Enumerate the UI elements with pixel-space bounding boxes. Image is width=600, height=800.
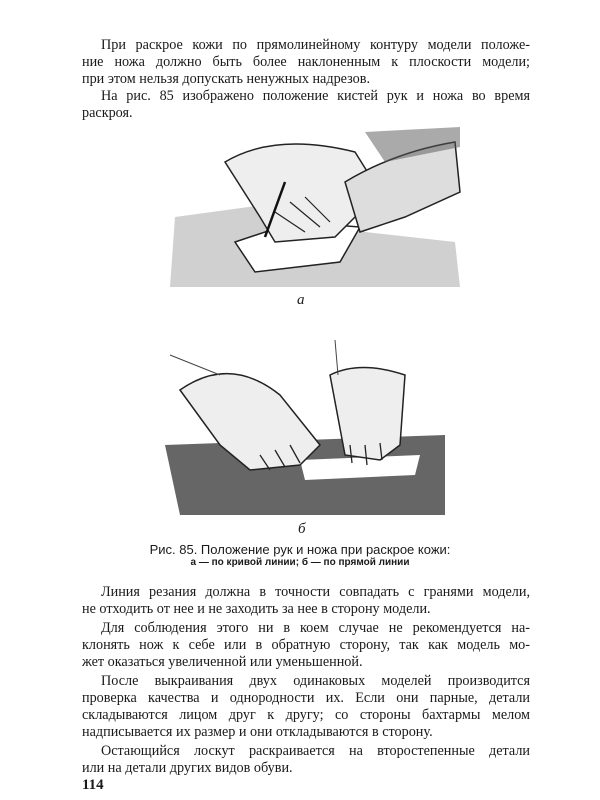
- figure-subcaption: а — по кривой линии; б — по прямой линии: [190, 557, 410, 568]
- figure-label-a: а: [297, 292, 305, 308]
- paragraph-line: раскроя.: [82, 105, 133, 121]
- paragraph-line: ние ножа должно быть более наклоненным к плоскости модели;: [82, 54, 530, 70]
- illustration-hands-straight-cut: [160, 335, 450, 520]
- paragraph-line: На рис. 85 изображено положение кистей рук и ножа во время: [101, 88, 530, 104]
- paragraph-line: жет оказаться увеличенной или уменьшенной.: [82, 654, 363, 670]
- paragraph-line: Линия резания должна в точности совпадать с гранями модели,: [101, 584, 530, 600]
- paragraph-line: После выкраивания двух одинаковых моделей производится: [101, 673, 530, 689]
- page-number: 114: [82, 777, 104, 793]
- paragraph-line: при этом нельзя допускать ненужных надрезов.: [82, 71, 371, 87]
- paragraph-line: клонять нож к себе или в обратную сторону, так как модель мо-: [82, 637, 530, 653]
- paragraph-line: надписывается их размер и они откладываются в сторону.: [82, 724, 433, 740]
- paragraph-line: не отходить от нее и не заходить за нее в сторону модели.: [82, 601, 431, 617]
- paragraph-line: складываются лицом друг к другу; со стороны бахтармы мелом: [82, 707, 530, 723]
- paragraph-line: При раскрое кожи по прямолинейному контуру модели положе-: [101, 37, 530, 53]
- figure-caption: Рис. 85. Положение рук и ножа при раскрое кожи:: [149, 542, 451, 557]
- illustration-hands-curved-cut: [165, 122, 465, 292]
- paragraph-line: проверка качества и однородности их. Если они парные, детали: [82, 690, 530, 706]
- paragraph-line: или на детали других видов обуви.: [82, 760, 293, 776]
- paragraph-line: Остающийся лоскут раскраивается на второстепенные детали: [101, 743, 530, 759]
- figure-label-b: б: [298, 521, 306, 537]
- paragraph-line: Для соблюдения этого ни в коем случае не рекомендуется на-: [101, 620, 530, 636]
